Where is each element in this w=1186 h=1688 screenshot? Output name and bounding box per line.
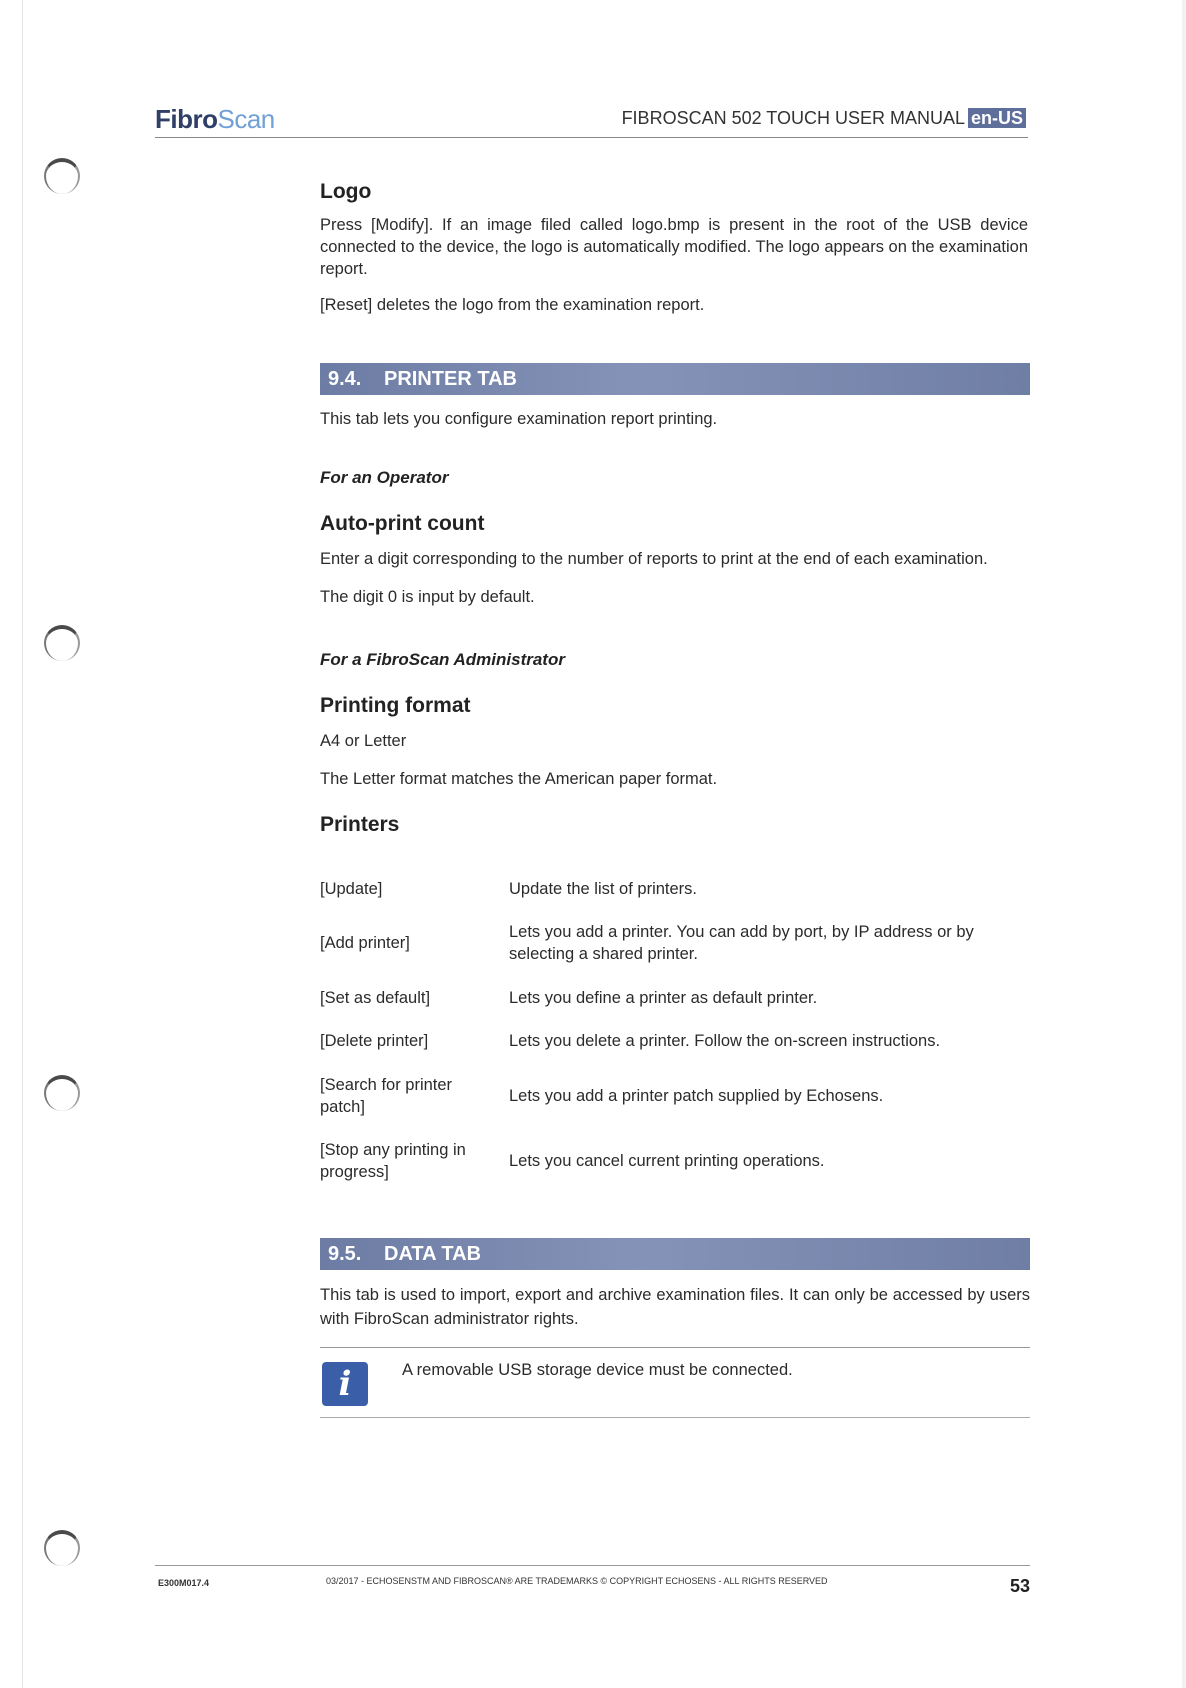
logo-reset-paragraph: [Reset] deletes the logo from the examination report. xyxy=(320,296,705,314)
format-heading-wrap xyxy=(320,694,1028,718)
page-number: 53 xyxy=(1009,1576,1030,1596)
autoprint-text: Enter a digit corresponding to the number of reports to print at the end of each examination. xyxy=(320,550,988,568)
data-intro: This tab is used to import, export and archive examination files. It can only be accessed by users with FibroScan administrator rights. xyxy=(320,1286,1030,1328)
section-bar-data-tab xyxy=(320,1238,1030,1270)
autoprint-text1-wrap xyxy=(320,548,1028,570)
printers-heading-wrap xyxy=(320,813,1028,837)
brand-logo-part2: Scan xyxy=(217,104,275,134)
note-divider-bottom xyxy=(320,1417,1030,1418)
section-bar-printer-tab xyxy=(320,363,1030,395)
format-options-text: A4 or Letter xyxy=(320,732,407,750)
printers-heading: Printers xyxy=(320,813,400,836)
logo-para2-wrap xyxy=(320,294,1028,316)
autoprint-heading-wrap xyxy=(320,512,1028,536)
binder-hole xyxy=(44,1075,80,1111)
logo-section xyxy=(320,180,1028,204)
logo-heading: Logo xyxy=(320,180,372,203)
copyright-notice: 03/2017 - ECHOSENSTM AND FIBROSCAN® ARE TRADEMARKS © COPYRIGHT ECHOSENS - ALL RIGHTS RESERVED xyxy=(326,1576,828,1586)
manual-title-text: FIBROSCAN 502 TOUCH USER MANUAL xyxy=(621,108,965,128)
note-wrap xyxy=(402,1359,1002,1381)
autoprint-default-text: The digit 0 is input by default. xyxy=(320,588,535,606)
printer-action-description: Update the list of printers. xyxy=(509,880,698,898)
logo-para1-wrap xyxy=(320,214,1028,280)
printer-action-label: [Search for printer patch] xyxy=(320,1076,453,1116)
data-intro-wrap xyxy=(320,1283,1030,1331)
info-icon: i xyxy=(322,1362,368,1406)
logo-paragraph: Press [Modify]. If an image filed called logo.bmp is present in the root of the USB device connected to the device, the logo is automatically modified. The logo appears on the examination report. xyxy=(320,216,1028,278)
binder-hole xyxy=(44,625,80,661)
page-edge-right xyxy=(1182,0,1186,1688)
format-text1-wrap xyxy=(320,730,1028,752)
printer-action-label: [Update] xyxy=(320,880,383,898)
autoprint-heading: Auto-print count xyxy=(320,512,485,535)
manual-title xyxy=(622,108,1026,129)
note-text: A removable USB storage device must be connected. xyxy=(402,1361,793,1379)
printer-action-description: Lets you cancel current printing operations. xyxy=(509,1152,825,1170)
binder-hole xyxy=(44,1530,80,1566)
binder-hole xyxy=(44,158,80,194)
format-text2-wrap xyxy=(320,768,1028,790)
printer-intro-wrap xyxy=(320,408,1028,430)
printer-action-description: Lets you define a printer as default printer. xyxy=(509,989,818,1007)
format-letter-text: The Letter format matches the American paper format. xyxy=(320,770,718,788)
admin-heading: For a FibroScan Administrator xyxy=(320,650,565,669)
footer-divider xyxy=(155,1565,1030,1566)
printer-action-description: Lets you add a printer patch supplied by Echosens. xyxy=(509,1087,884,1105)
printer-intro: This tab lets you configure examination report printing. xyxy=(320,410,718,428)
section-title: PRINTER TAB xyxy=(384,368,517,390)
printer-action-label: [Set as default] xyxy=(320,989,431,1007)
header-divider xyxy=(155,137,1028,138)
operator-heading: For an Operator xyxy=(320,468,449,487)
brand-logo-part1: Fibro xyxy=(155,104,218,134)
section-number: 9.4. xyxy=(328,368,362,390)
note-divider-top xyxy=(320,1347,1030,1348)
autoprint-text2-wrap xyxy=(320,586,1028,608)
brand-logo xyxy=(155,104,275,135)
format-heading: Printing format xyxy=(320,694,471,717)
page-edge xyxy=(22,0,23,1688)
section-title: DATA TAB xyxy=(384,1243,482,1265)
document-code: E300M017.4 xyxy=(158,1578,210,1588)
language-badge: en-US xyxy=(968,108,1026,128)
section-number: 9.5. xyxy=(328,1243,362,1265)
printer-action-label: [Delete printer] xyxy=(320,1032,429,1050)
printer-action-label: [Stop any printing in progress] xyxy=(320,1141,466,1181)
printer-action-description: Lets you delete a printer. Follow the on-screen instructions. xyxy=(509,1032,941,1050)
printer-action-label: [Add printer] xyxy=(320,934,410,952)
printer-action-description: Lets you add a printer. You can add by port, by IP address or by selecting a shared printer. xyxy=(509,923,974,963)
